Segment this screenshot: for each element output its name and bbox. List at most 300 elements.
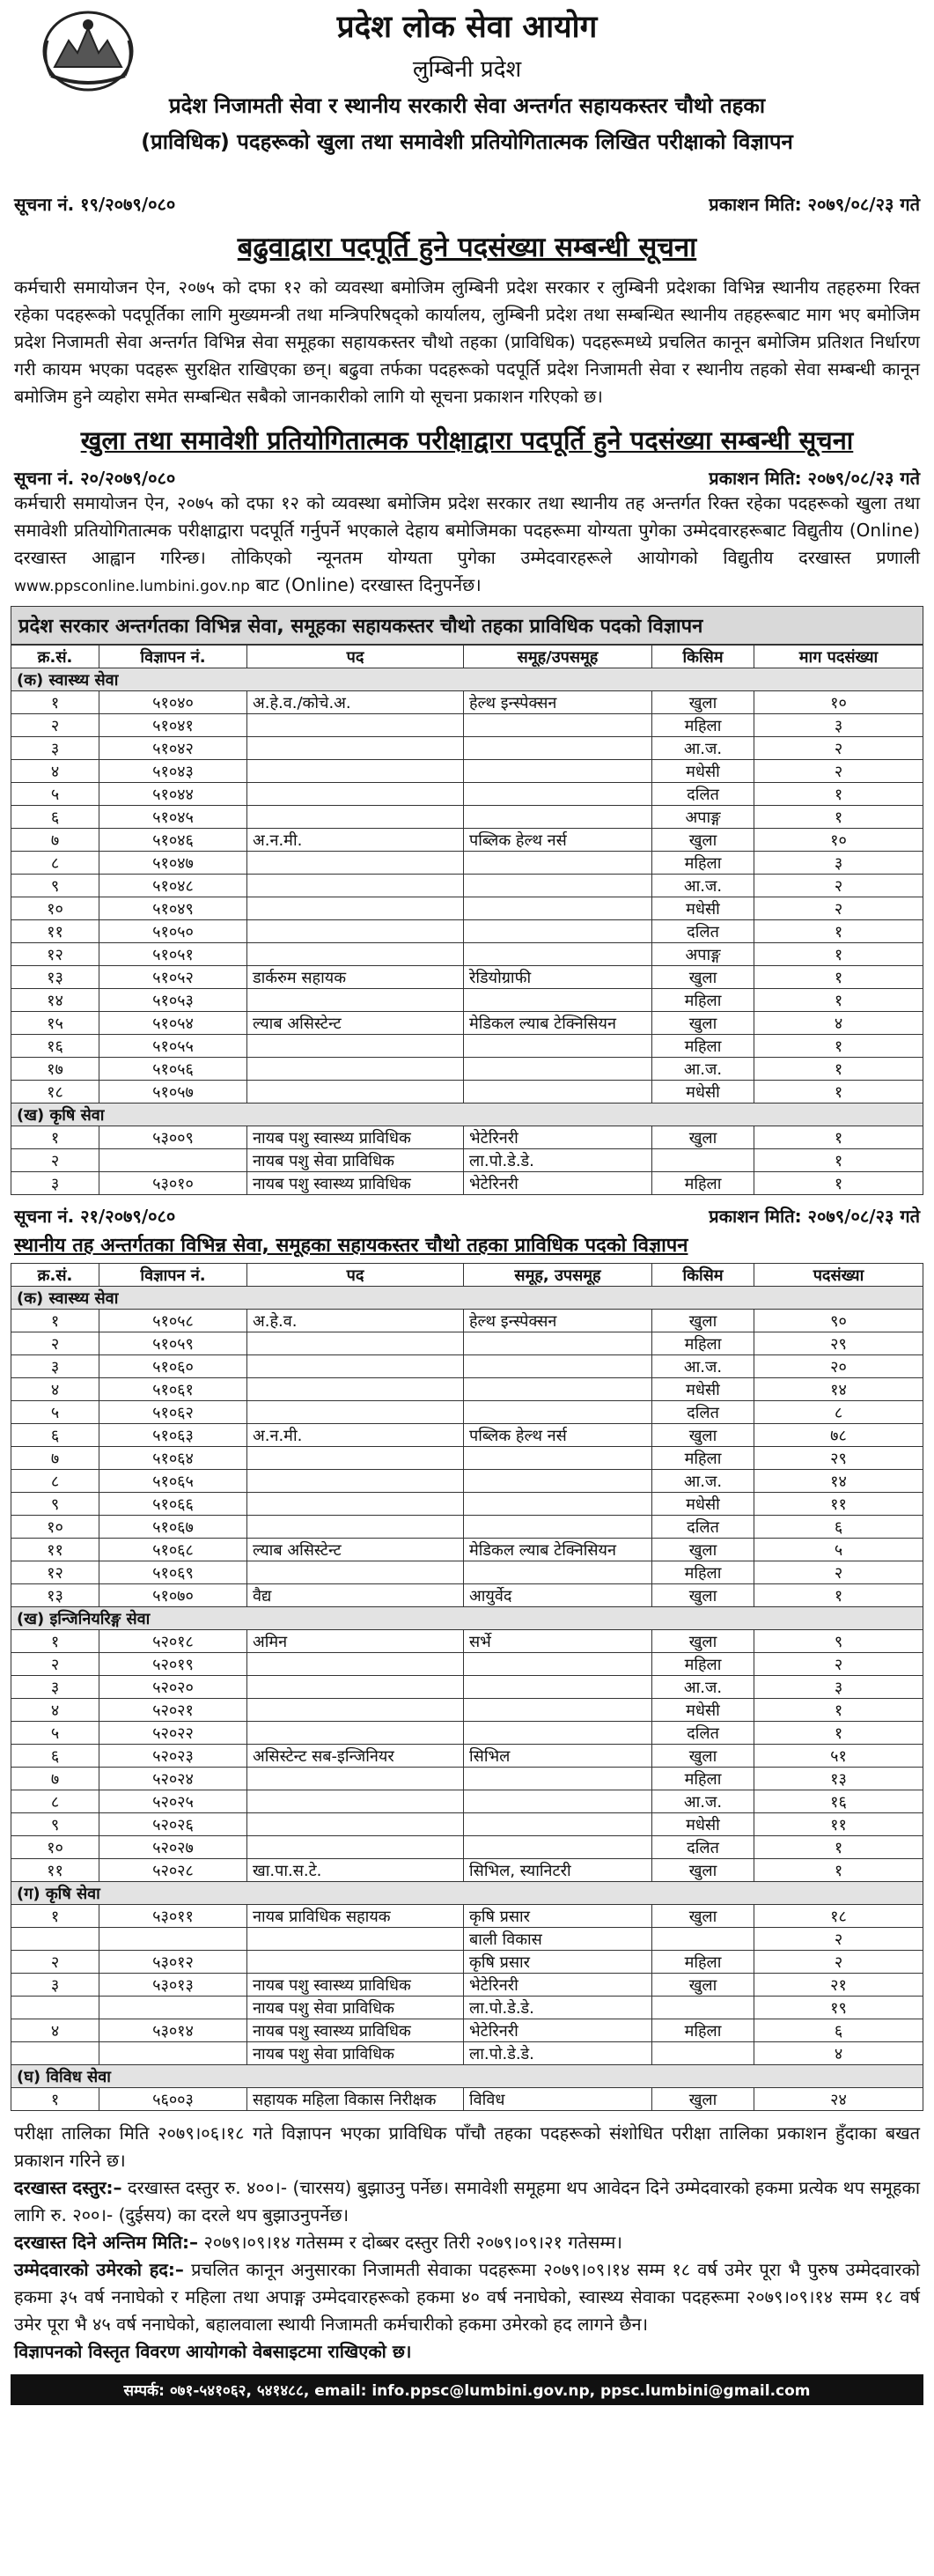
table-cell [247,1035,464,1058]
table-cell: ५१०४९ [99,897,247,920]
table-cell: ५१०७० [99,1584,247,1607]
table-cell: १ [11,1126,99,1149]
table-cell: खुला [652,1012,754,1035]
table-row [11,1768,923,1790]
promotion-banner: बढुवाद्वारा पदपूर्ति हुने पदसंख्या सम्बन्धी सूचना [237,232,697,263]
table-cell: १२ [11,1561,99,1584]
table-cell: पब्लिक हेल्थ नर्स [464,1424,652,1447]
table-row [11,1058,923,1081]
deadline-text: २०७९।०९।१४ गतेसम्म र दोब्बर दस्तुर तिरी २०७९।०९।२१ गतेसम्म। [203,2232,622,2253]
table-cell: नायब पशु सेवा प्राविधिक [247,2042,464,2065]
table-cell: १ [11,691,99,714]
website-note: विज्ञापनको विस्तृत विवरण आयोगको वेबसाइटमा राखिएको छ। [14,2341,412,2362]
table-cell: दलित [652,920,754,943]
table-cell [464,852,652,875]
section-row [11,668,923,691]
table-cell: कृषि प्रसार [464,1951,652,1974]
local-level-vacancy-table [11,1263,923,2111]
table-cell: ५१०४० [99,691,247,714]
table-cell [247,1378,464,1401]
table-cell [247,737,464,760]
column-header: समूह, उपसमूह [464,1264,652,1287]
table-cell: ९ [754,1630,923,1653]
table-cell [247,783,464,806]
table-cell: ५३०१० [99,1172,247,1195]
table-row [11,1813,923,1836]
table-cell: खुला [652,1424,754,1447]
table-cell: असिस्टेन्ट सब-इन्जिनियर [247,1745,464,1768]
table-cell [464,875,652,897]
table-cell: २ [754,875,923,897]
table-row [11,1561,923,1584]
table-cell: भेटेरिनरी [464,1172,652,1195]
table-row [11,1493,923,1516]
table-cell: खुला [652,1539,754,1561]
table-cell: १ [754,1699,923,1722]
table-cell: महिला [652,714,754,737]
age-limit-note [14,2256,920,2338]
table-cell: १९ [754,1997,923,2019]
table-cell: ५१०४५ [99,806,247,829]
notice-2-date: प्रकाशन मिति: २०७९/०८/२३ गते [709,468,920,489]
table-row [11,1997,923,2019]
table-cell: २ [754,1561,923,1584]
table-cell: ४ [11,1699,99,1722]
deadline-label: दरखास्त दिने अन्तिम मिति:– [14,2232,199,2253]
table-row [11,806,923,829]
table-cell: १३ [11,966,99,989]
table-cell: ९ [11,1493,99,1516]
table-cell: ला.पो.डे.डे. [464,1997,652,2019]
table-cell [247,1516,464,1539]
section-row [11,1287,923,1310]
table-cell [247,1401,464,1424]
table-cell [464,1081,652,1103]
table-cell: सिभिल, स्यानिटरी [464,1859,652,1882]
table-cell: दलित [652,1516,754,1539]
table-cell: आ.ज. [652,1470,754,1493]
table-cell: रेडियोग्राफी [464,966,652,989]
table-cell: खुला [652,1974,754,1997]
table-cell: ५२०२६ [99,1813,247,1836]
table-cell [11,1997,99,2019]
table-cell: ४ [11,2019,99,2042]
table-cell [247,1836,464,1859]
table-cell: १ [754,1035,923,1058]
table-row [11,1035,923,1058]
table-2-title: स्थानीय तह अन्तर्गतका विभिन्न सेवा, समूहका सहायकस्तर चौथो तहका प्राविधिक पदको विज्ञापन [14,1235,688,1257]
table-row [11,897,923,920]
table-cell: ५१०५२ [99,966,247,989]
table-cell: मधेसी [652,1081,754,1103]
table-row [11,989,923,1012]
table-cell: ३ [754,852,923,875]
table-cell: १ [754,783,923,806]
table-cell: सहायक महिला विकास निरीक्षक [247,2088,464,2111]
table-cell [464,1401,652,1424]
table-cell: ५२०२५ [99,1790,247,1813]
table-row [11,1951,923,1974]
table-row [11,920,923,943]
table-cell: अमिन [247,1630,464,1653]
deadline-note [14,2229,920,2256]
open-competition-paragraph [11,490,923,601]
table-cell: ५२०१९ [99,1653,247,1676]
table-cell [464,1332,652,1355]
table-cell [464,1790,652,1813]
table-cell [247,1081,464,1103]
table-cell: १ [754,1859,923,1882]
table-cell: ५२०२० [99,1676,247,1699]
table-cell [464,943,652,966]
table-cell: ला.पो.डे.डे. [464,2042,652,2065]
table-cell [464,714,652,737]
notice-3-row [11,1204,923,1228]
table-row [11,1355,923,1378]
table-cell: ५१०६४ [99,1447,247,1470]
section-label: (क) स्वास्थ्य सेवा [11,1287,923,1310]
commission-title: प्रदेश लोक सेवा आयोग [336,10,598,45]
table-row [11,1378,923,1401]
table-cell: १३ [11,1584,99,1607]
table-cell: ३ [11,737,99,760]
table-1-title: प्रदेश सरकार अन्तर्गतका विभिन्न सेवा, समूहका सहायकस्तर चौथो तहका प्राविधिक पदको विज्ञापन [11,606,923,645]
table-cell: खुला [652,2088,754,2111]
table-cell [11,2042,99,2065]
table-cell: ५१०६७ [99,1516,247,1539]
table-cell [247,1493,464,1516]
table-row [11,1424,923,1447]
table-cell: ५१०६५ [99,1470,247,1493]
table-cell: ३ [754,714,923,737]
table-cell [247,1676,464,1699]
table-cell: १ [11,2088,99,2111]
table-cell: १ [754,943,923,966]
table-cell: २ [11,1951,99,1974]
open-competition-text-end: बाट (Online) दरखास्त दिनुपर्नेछ। [255,574,482,595]
table-cell: ७८ [754,1424,923,1447]
table-cell: सर्भे [464,1630,652,1653]
table-cell: २ [754,1653,923,1676]
table-cell [464,760,652,783]
table-cell: हेल्थ इन्स्पेक्सन [464,1310,652,1332]
table-cell: ५१०५१ [99,943,247,966]
table-cell: ५ [11,783,99,806]
table-cell: ८ [11,852,99,875]
table-cell: १३ [754,1768,923,1790]
table-cell [247,989,464,1012]
table-cell: ५१०६६ [99,1493,247,1516]
table-cell: महिला [652,1035,754,1058]
table-row [11,1149,923,1172]
table-cell: भेटेरिनरी [464,2019,652,2042]
table-cell: ६ [11,806,99,829]
table-cell: ३ [11,1172,99,1195]
notice-2-row [11,466,923,490]
table-cell: ५१०६९ [99,1561,247,1584]
table-cell: नायब प्राविधिक सहायक [247,1905,464,1928]
table-cell: १० [754,829,923,852]
table-cell: ८ [11,1790,99,1813]
table-cell: आ.ज. [652,1058,754,1081]
table-cell: कृषि प्रसार [464,1905,652,1928]
table-cell: खुला [652,691,754,714]
table-row [11,760,923,783]
table-cell: ४ [11,1378,99,1401]
column-header: क्र.सं. [11,646,99,668]
table-cell: वैद्य [247,1584,464,1607]
table-cell [464,1516,652,1539]
table-cell: १ [754,1058,923,1081]
table-cell: ६ [754,1516,923,1539]
table-cell [464,1722,652,1745]
application-fee-label: दरखास्त दस्तुर:– [14,2177,122,2198]
table-cell: ५१०५५ [99,1035,247,1058]
table-cell [464,1561,652,1584]
table-cell [464,920,652,943]
table-cell: ५१०५७ [99,1081,247,1103]
table-cell: १८ [11,1081,99,1103]
table-cell: अ.न.मी. [247,829,464,852]
table-cell: ५२०२१ [99,1699,247,1722]
table-cell [247,1951,464,1974]
table-cell: ११ [11,920,99,943]
table-cell: ११ [11,1539,99,1561]
table-cell: महिला [652,1332,754,1355]
table-cell: ५१०६० [99,1355,247,1378]
open-competition-banner: खुला तथा समावेशी प्रतियोगितात्मक परीक्षाद्वारा पदपूर्ति हुने पदसंख्या सम्बन्धी सूचना [80,425,854,455]
table-cell: नायब पशु स्वास्थ्य प्राविधिक [247,1126,464,1149]
table-cell: ५१०४६ [99,829,247,852]
table-cell [464,1653,652,1676]
nepal-emblem-icon [35,5,141,93]
table-cell [652,2042,754,2065]
table-cell: ५२०२७ [99,1836,247,1859]
table-cell: ४ [754,1012,923,1035]
table-cell: महिला [652,1561,754,1584]
table-cell: ९ [11,1813,99,1836]
table-cell [247,806,464,829]
table-2-header-row [11,1264,923,1287]
table-cell: ५१०५९ [99,1332,247,1355]
table-cell: २९ [754,1332,923,1355]
table-cell: आ.ज. [652,737,754,760]
table-cell [464,1447,652,1470]
table-cell: १० [754,691,923,714]
table-cell [464,1676,652,1699]
table-cell: आ.ज. [652,875,754,897]
table-cell: ५३०१२ [99,1951,247,1974]
table-cell: ९ [11,875,99,897]
table-row [11,943,923,966]
table-cell: बाली विकास [464,1928,652,1951]
table-cell: मधेसी [652,1378,754,1401]
table-cell: ४ [11,760,99,783]
table-row [11,737,923,760]
section-label: (ख) कृषि सेवा [11,1103,923,1126]
table-row [11,714,923,737]
table-cell: खुला [652,1745,754,1768]
table-row [11,1539,923,1561]
exam-schedule-note: परीक्षा तालिका मिति २०७९।०६।१८ गते विज्ञापन भएका प्राविधिक पाँचौ तहका पदहरूको संशोधित परीक्षा तालिका प्रकाशन हुँदाका बखत प्रकाशन गरिने छ। [14,2122,920,2171]
table-cell: १ [754,966,923,989]
table-cell: अ.हे.व. [247,1310,464,1332]
table-cell [652,1928,754,1951]
table-cell: २ [754,1928,923,1951]
table-cell: ५३०११ [99,1905,247,1928]
table-row [11,1722,923,1745]
notice-1-number: सूचना नं. १९/२०७९/०८० [14,194,176,215]
table-row [11,1401,923,1424]
table-cell: खुला [652,1905,754,1928]
table-cell [464,1035,652,1058]
table-cell [464,1699,652,1722]
table-row [11,783,923,806]
table-cell [464,1493,652,1516]
table-cell [464,897,652,920]
table-row [11,1859,923,1882]
table-cell: ७ [11,1768,99,1790]
table-cell: ५१०६३ [99,1424,247,1447]
table-cell: ५३०१३ [99,1974,247,1997]
age-limit-label: उम्मेदवारको उमेरको हद:– [14,2259,184,2280]
table-cell: खुला [652,1310,754,1332]
column-header: पदसंख्या [754,1264,923,1287]
application-url-link[interactable]: www.ppsconline.lumbini.gov.np [14,578,250,595]
table-cell: २ [11,714,99,737]
table-cell: महिला [652,1653,754,1676]
table-cell: १ [754,1836,923,1859]
table-cell: १ [11,1905,99,1928]
table-cell: ५१०४८ [99,875,247,897]
header [11,0,923,192]
table-cell: आयुर्वेद [464,1584,652,1607]
table-cell [247,1058,464,1081]
notice-2-number: सूचना नं. २०/२०७९/०८० [14,468,176,489]
table-cell: आ.ज. [652,1790,754,1813]
table-cell: महिला [652,989,754,1012]
table-cell: ३ [11,1676,99,1699]
table-cell: ७ [11,1447,99,1470]
header-line-1: प्रदेश निजामती सेवा र स्थानीय सरकारी सेवा अन्तर्गत सहायकस्तर चौथो तहका [168,93,766,118]
column-header: पद [247,646,464,668]
notice-1-row [11,192,923,216]
table-row [11,2019,923,2042]
notice-3-number: सूचना नं. २१/२०७९/०८० [14,1206,176,1227]
table-cell [247,1928,464,1951]
table-cell: ६ [11,1745,99,1768]
table-row [11,1447,923,1470]
table-cell: ५ [11,1401,99,1424]
column-header: समूह/उपसमूह [464,646,652,668]
table-cell [464,1768,652,1790]
table-row [11,1928,923,1951]
table-cell [99,1928,247,1951]
table-cell: मधेसी [652,897,754,920]
contact-bar: सम्पर्क: ०७१-५४१०६२, ५४१४८८, email: info.ppsc@lumbini.gov.np, ppsc.lumbini@gmail.com [11,2374,923,2405]
table-cell: ९० [754,1310,923,1332]
table-cell: १२ [11,943,99,966]
table-cell: अपाङ्ग [652,943,754,966]
table-cell: मधेसी [652,1493,754,1516]
table-cell: १८ [754,1905,923,1928]
section-label: (घ) विविध सेवा [11,2065,923,2088]
table-cell: भेटेरिनरी [464,1126,652,1149]
table-cell [247,1470,464,1493]
table-cell: १ [754,806,923,829]
table-cell: ५१०४२ [99,737,247,760]
table-cell: ५३००९ [99,1126,247,1149]
table-cell: आ.ज. [652,1676,754,1699]
table-row [11,1699,923,1722]
table-cell [247,1332,464,1355]
table-cell [464,1355,652,1378]
table-cell: खुला [652,1584,754,1607]
table-cell: ६ [754,2019,923,2042]
table-cell: ५२०२८ [99,1859,247,1882]
table-cell [247,760,464,783]
notice-3-date: प्रकाशन मिति: २०७९/०८/२३ गते [709,1206,920,1227]
table-cell [247,875,464,897]
table-row [11,852,923,875]
table-cell: मेडिकल ल्याब टेक्निसियन [464,1012,652,1035]
table-cell: मेडिकल ल्याब टेक्निसियन [464,1539,652,1561]
table-cell: खा.पा.स.टे. [247,1859,464,1882]
table-row [11,1516,923,1539]
section-label: (ख) इन्जिनियरिङ्ग सेवा [11,1607,923,1630]
table-cell: १ [754,1081,923,1103]
table-cell [464,1836,652,1859]
province-vacancy-table [11,645,923,1195]
table-cell: भेटेरिनरी [464,1974,652,1997]
table-cell: ५१०६८ [99,1539,247,1561]
table-cell: डार्करुम सहायक [247,966,464,989]
table-row [11,2042,923,2065]
table-cell: १ [11,1310,99,1332]
table-row [11,1012,923,1035]
table-cell [247,897,464,920]
table-cell: दलित [652,1836,754,1859]
section-row [11,2065,923,2088]
column-header: क्र.सं. [11,1264,99,1287]
table-cell: खुला [652,966,754,989]
table-cell: २४ [754,2088,923,2111]
table-cell [652,1997,754,2019]
table-cell: ३ [11,1974,99,1997]
table-cell [464,806,652,829]
table-cell [247,1699,464,1722]
table-cell: हेल्थ इन्स्पेक्सन [464,691,652,714]
table-cell: खुला [652,1630,754,1653]
table-cell: ५२०२२ [99,1722,247,1745]
table-cell: ५ [754,1539,923,1561]
table-cell: ५१०५४ [99,1012,247,1035]
footer-notes [11,2111,923,2366]
open-competition-text: कर्मचारी समायोजन ऐन, २०७५ को दफा १२ को व्यवस्था बमोजिम प्रदेश सरकार तथा स्थानीय तह अन्तर्गत रिक्त रहेका पदहरूको खुला तथा समावेशी प्रतियोगितात्मक परीक्षाद्वारा पदपूर्ति गर्नुपर्ने भएकाले देहाय बमोजिमका पदहरूमा योग्यता पुगेका उम्मेदवारहरूबाट विद्युतीय (Online) दरखास्त आह्वान गरिन्छ। तोकिएको न्यूनतम योग्यता पुगेका उम्मेदवारहरूले आयोगको विद्युतीय दरखास्त प्रणाली [14,492,920,568]
table-cell: नायब पशु सेवा प्राविधिक [247,1149,464,1172]
table-cell [464,1470,652,1493]
table-cell: २ [754,737,923,760]
table-cell: १६ [754,1790,923,1813]
table-cell: ५१०५३ [99,989,247,1012]
table-row [11,1653,923,1676]
table-cell: ५१०४७ [99,852,247,875]
table-cell: खुला [652,1859,754,1882]
column-header: पद [247,1264,464,1287]
section-row [11,1103,923,1126]
table-cell: १ [11,1630,99,1653]
table-cell: महिला [652,1768,754,1790]
